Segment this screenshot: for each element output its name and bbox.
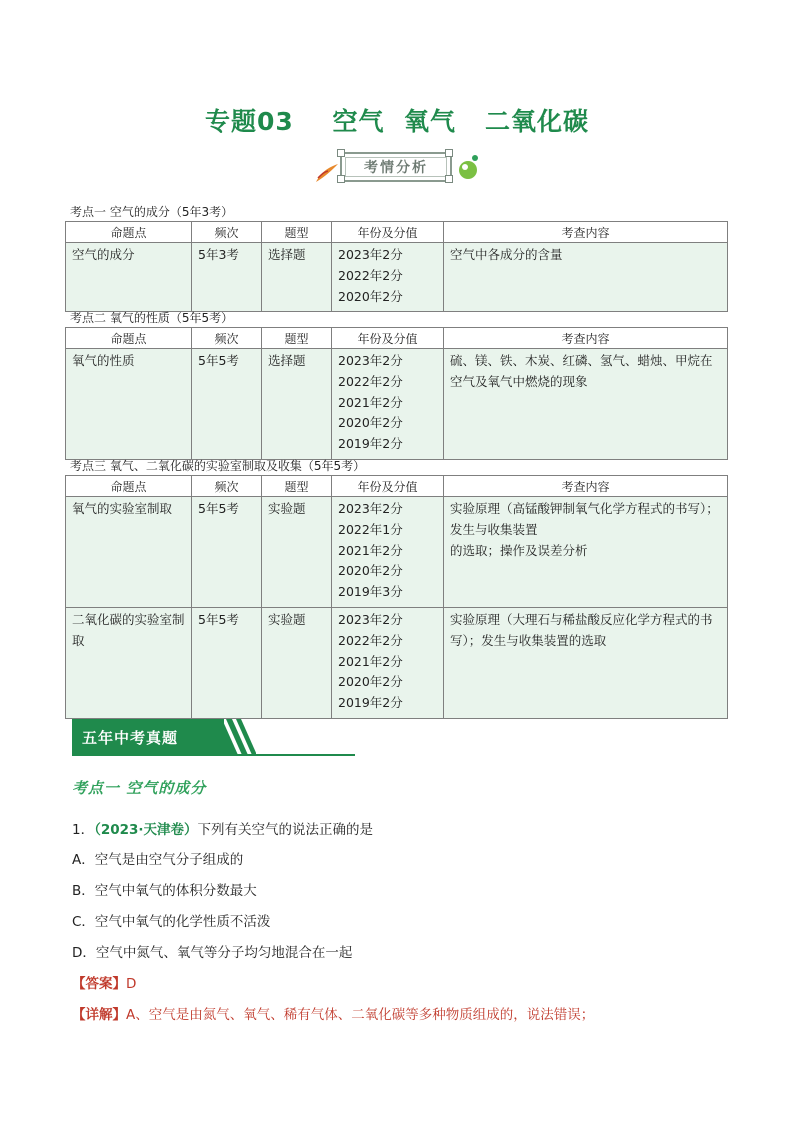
cell-point: 空气的成分 (66, 243, 192, 312)
year-score: 2022年2分 (338, 267, 403, 283)
banner-corner (337, 175, 345, 183)
cell-content: 空气中各成分的含量 (444, 243, 728, 312)
table-header: 年份及分值 (332, 476, 444, 497)
year-score: 2022年2分 (338, 373, 403, 389)
table-header: 考查内容 (444, 222, 728, 243)
table-header: 命题点 (66, 222, 192, 243)
banner-label: 考情分析 (345, 157, 447, 177)
year-score: 2021年2分 (338, 653, 403, 669)
section-banner (310, 148, 480, 188)
option-c: C．空气中氧气的化学性质不活泼 (72, 914, 271, 930)
year-score: 2020年2分 (338, 674, 403, 690)
table-header-row (66, 328, 728, 349)
answer-value: D (126, 976, 137, 992)
table-row (66, 497, 728, 608)
year-score: 2023年2分 (338, 611, 403, 627)
circle-decoration-icon (458, 154, 480, 182)
cell-content: 硫、镁、铁、木炭、红磷、氢气、蜡烛、甲烷在空气及氧气中燃烧的现象 (444, 349, 728, 460)
table-header-row (66, 222, 728, 243)
cell-freq: 5年5考 (192, 607, 262, 718)
banner-corner (445, 149, 453, 157)
cell-point: 二氧化碳的实验室制取 (66, 607, 192, 718)
option-b: B．空气中氧气的体积分数最大 (72, 883, 257, 899)
question-number: 1． (72, 822, 95, 838)
table-header: 考查内容 (444, 328, 728, 349)
data-table (65, 221, 728, 312)
banner-corner (445, 175, 453, 183)
section-header-bar (72, 719, 224, 755)
year-score: 2020年2分 (338, 415, 403, 431)
table-header: 题型 (262, 476, 332, 497)
cell-content: 实验原理（高锰酸钾制氧气化学方程式的书写）；发生与收集装置 的选取；操作及误差分析 (444, 497, 728, 608)
cell-years (332, 243, 444, 312)
page-title: 专题03 空气 氧气 二氧化碳 (204, 107, 590, 136)
question-stem (72, 818, 373, 838)
table-row (66, 243, 728, 312)
banner-frame (340, 152, 452, 182)
section-header (72, 719, 357, 757)
cell-content: 实验原理（大理石与稀盐酸反应化学方程式的书写）；发生与收集装置的选取 (444, 607, 728, 718)
cell-point: 氧气的性质 (66, 349, 192, 460)
question-text: 下列有关空气的说法正确的是 (197, 822, 374, 838)
question-source: （2023·天津卷） (94, 822, 198, 838)
year-score: 2023年2分 (338, 353, 403, 368)
cell-point: 氧气的实验室制取 (66, 497, 192, 608)
section-label: 考点一 空气的成分（5年3考） (70, 205, 234, 219)
section-label: 考点三 氧气、二氧化碳的实验室制取及收集（5年5考） (70, 459, 366, 473)
kaodian-title: 考点一 空气的成分 (72, 779, 207, 797)
year-score: 2023年2分 (338, 247, 403, 262)
cell-type: 实验题 (262, 607, 332, 718)
stripes-icon (208, 719, 256, 755)
answer-line (72, 972, 136, 992)
data-table (65, 327, 728, 460)
year-score: 2019年2分 (338, 695, 403, 711)
table-header: 命题点 (66, 476, 192, 497)
table-header: 频次 (192, 476, 262, 497)
year-score: 2020年2分 (338, 563, 403, 579)
answer-tag: 【答案】 (72, 976, 126, 992)
year-score: 2020年2分 (338, 288, 403, 304)
detail-tag: 【详解】 (72, 1007, 126, 1023)
year-score: 2021年2分 (338, 542, 403, 558)
table-row (66, 607, 728, 718)
cell-type: 选择题 (262, 243, 332, 312)
table-header: 题型 (262, 222, 332, 243)
table-header: 命题点 (66, 328, 192, 349)
table-header: 考查内容 (444, 476, 728, 497)
table-header: 频次 (192, 328, 262, 349)
cell-freq: 5年5考 (192, 497, 262, 608)
cell-years (332, 497, 444, 608)
cell-type: 实验题 (262, 497, 332, 608)
data-table (65, 475, 728, 719)
table-header: 年份及分值 (332, 222, 444, 243)
table-header: 频次 (192, 222, 262, 243)
detail-text: A、空气是由氮气、氧气、稀有气体、二氧化碳等多种物质组成的，说法错误； (126, 1007, 595, 1023)
cell-freq: 5年3考 (192, 243, 262, 312)
table-header: 年份及分值 (332, 328, 444, 349)
option-d: D．空气中氮气、氧气等分子均匀地混合在一起 (72, 945, 353, 961)
section-label: 考点二 氧气的性质（5年5考） (70, 311, 234, 325)
cell-years (332, 607, 444, 718)
section-header-label: 五年中考真题 (82, 729, 179, 747)
cell-years (332, 349, 444, 460)
year-score: 2021年2分 (338, 394, 403, 410)
cell-freq: 5年5考 (192, 349, 262, 460)
section-header-underline (72, 754, 355, 756)
banner-corner (337, 149, 345, 157)
cell-type: 选择题 (262, 349, 332, 460)
year-score: 2019年3分 (338, 584, 403, 600)
table-row (66, 349, 728, 460)
table-header: 题型 (262, 328, 332, 349)
table-header-row (66, 476, 728, 497)
year-score: 2022年1分 (338, 521, 403, 537)
year-score: 2019年2分 (338, 436, 403, 452)
year-score: 2023年2分 (338, 501, 403, 516)
detail-line (72, 1003, 594, 1023)
year-score: 2022年2分 (338, 632, 403, 648)
option-a: A．空气是由空气分子组成的 (72, 852, 244, 868)
